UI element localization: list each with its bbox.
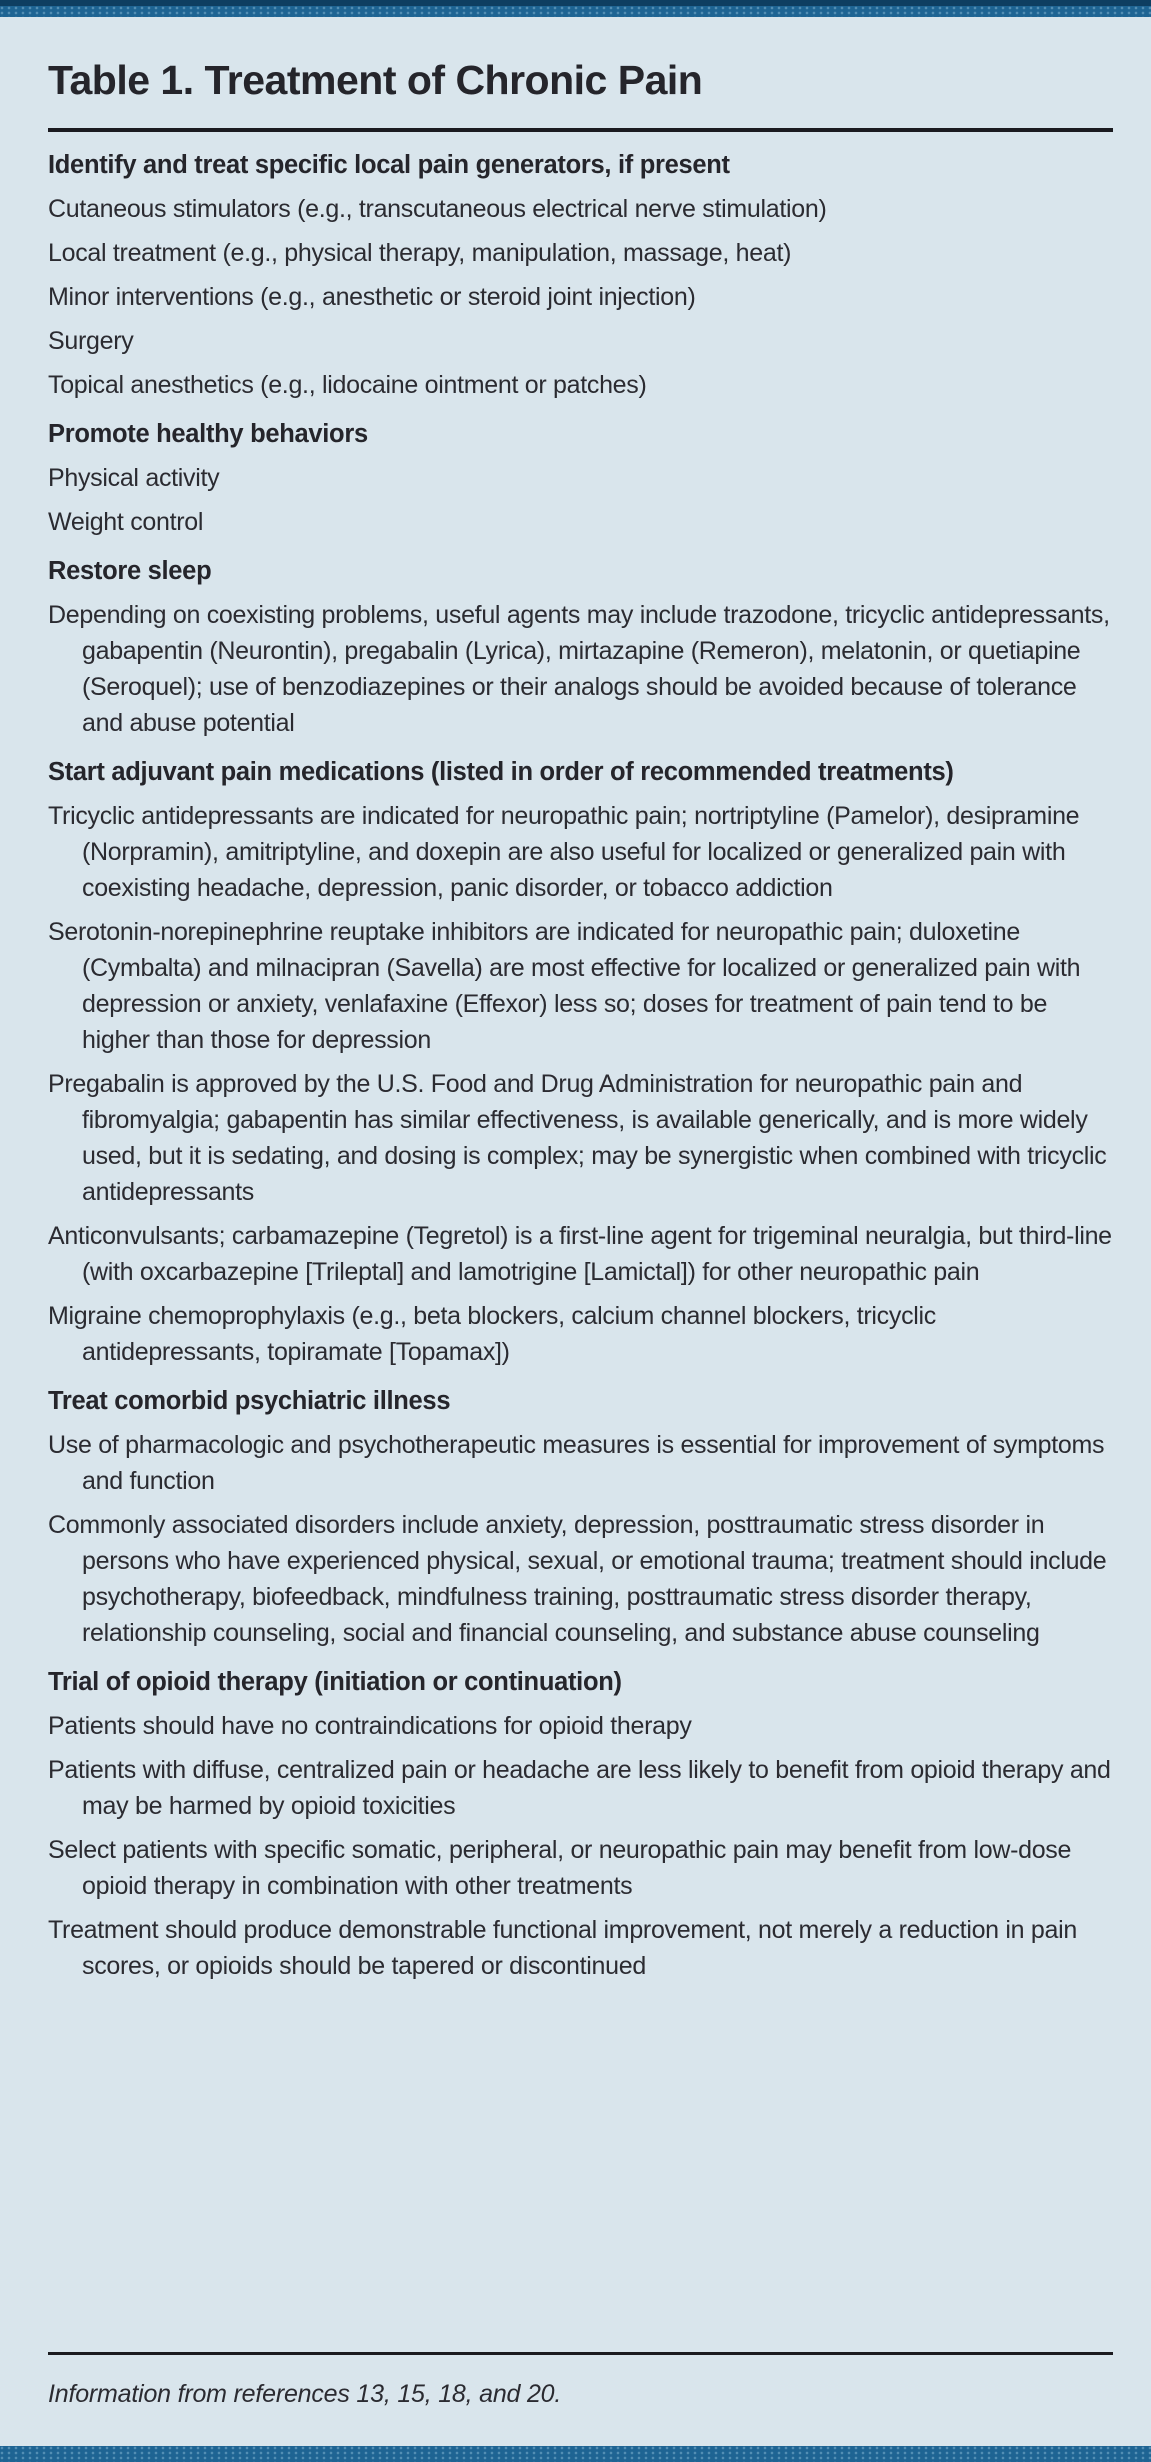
title-rule	[48, 128, 1113, 132]
section-heading: Restore sleep	[48, 557, 212, 585]
table-body	[48, 147, 1113, 1984]
table-item: Weight control	[48, 508, 204, 536]
table-item: Patients should have no contraindications for opioid therapy	[48, 1712, 692, 1740]
section-heading: Identify and treat specific local pain generators, if present	[48, 151, 730, 179]
section-heading: Start adjuvant pain medications (listed in order of recommended treatments)	[48, 758, 954, 786]
table-item: Tricyclic antidepressants are indicated for neuropathic pain; nortriptyline (Pamelor), desipramine (Norpramin), amitriptyline, and doxepin are also useful for localized or generalized pain with coexisting headache, depression, panic disorder, or tobacco addiction	[48, 802, 1080, 902]
section-heading: Promote healthy behaviors	[48, 420, 368, 448]
source-footnote: Information from references 13, 15, 18, and 20.	[48, 2380, 562, 2408]
table-item: Physical activity	[48, 464, 220, 492]
table-item: Patients with diffuse, centralized pain or headache are less likely to benefit from opioid therapy and may be harmed by opioid toxicities	[48, 1756, 1111, 1820]
footnote-rule	[48, 2352, 1113, 2355]
table-item: Topical anesthetics (e.g., lidocaine ointment or patches)	[48, 371, 647, 399]
table-item: Minor interventions (e.g., anesthetic or steroid joint injection)	[48, 283, 696, 311]
table-item: Migraine chemoprophylaxis (e.g., beta blockers, calcium channel blockers, tricyclic antidepressants, topiramate [Topamax])	[48, 1302, 936, 1366]
table-item: Pregabalin is approved by the U.S. Food and Drug Administration for neuropathic pain and fibromyalgia; gabapentin has similar effectiveness, is available generically, and is more widely used, but it is sedating, and dosing is complex; may be synergistic when combined with tricyclic antidepressants	[48, 1070, 1107, 1206]
table-item: Depending on coexisting problems, useful agents may include trazodone, tricyclic antidepressants, gabapentin (Neurontin), pregabalin (Lyrica), mirtazapine (Remeron), melatonin, or quetiapine (Seroquel); use of benzodiazepines or their analogs should be avoided because of tolerance and abuse potential	[48, 601, 1110, 737]
table-title: Table 1. Treatment of Chronic Pain	[48, 57, 703, 103]
table-item: Local treatment (e.g., physical therapy, manipulation, massage, heat)	[48, 239, 792, 267]
table-item: Serotonin-norepinephrine reuptake inhibitors are indicated for neuropathic pain; duloxetine (Cymbalta) and milnacipran (Savella) are most effective for localized or generalized pain with depression or anxiety, venlafaxine (Effexor) less so; doses for treatment of pain tend to be higher than those for depression	[48, 918, 1081, 1054]
table-item: Commonly associated disorders include anxiety, depression, posttraumatic stress disorder in persons who have experienced physical, sexual, or emotional trauma; treatment should include psychotherapy, biofeedback, mindfulness training, posttraumatic stress disorder therapy, relationship counseling, social and financial counseling, and substance abuse counseling	[48, 1511, 1107, 1647]
table-item: Surgery	[48, 327, 134, 355]
table-item: Select patients with specific somatic, peripheral, or neuropathic pain may benefit from low-dose opioid therapy in combination with other treatments	[48, 1836, 1072, 1900]
table-item: Anticonvulsants; carbamazepine (Tegretol) is a first-line agent for trigeminal neuralgia, but third-line (with oxcarbazepine [Trileptal] and lamotrigine [Lamictal]) for other neuropathic pain	[48, 1222, 1112, 1286]
section-heading: Trial of opioid therapy (initiation or continuation)	[48, 1668, 622, 1696]
top-blue-bar	[0, 0, 1151, 17]
section-heading: Treat comorbid psychiatric illness	[48, 1387, 451, 1415]
table-item: Use of pharmacologic and psychotherapeutic measures is essential for improvement of symptoms and function	[48, 1431, 1105, 1495]
table-item: Treatment should produce demonstrable functional improvement, not merely a reduction in pain scores, or opioids should be tapered or discontinued	[48, 1916, 1077, 1980]
bottom-blue-bar	[0, 2446, 1151, 2462]
table-content	[0, 17, 1151, 1984]
table-item: Cutaneous stimulators (e.g., transcutaneous electrical nerve stimulation)	[48, 195, 827, 223]
